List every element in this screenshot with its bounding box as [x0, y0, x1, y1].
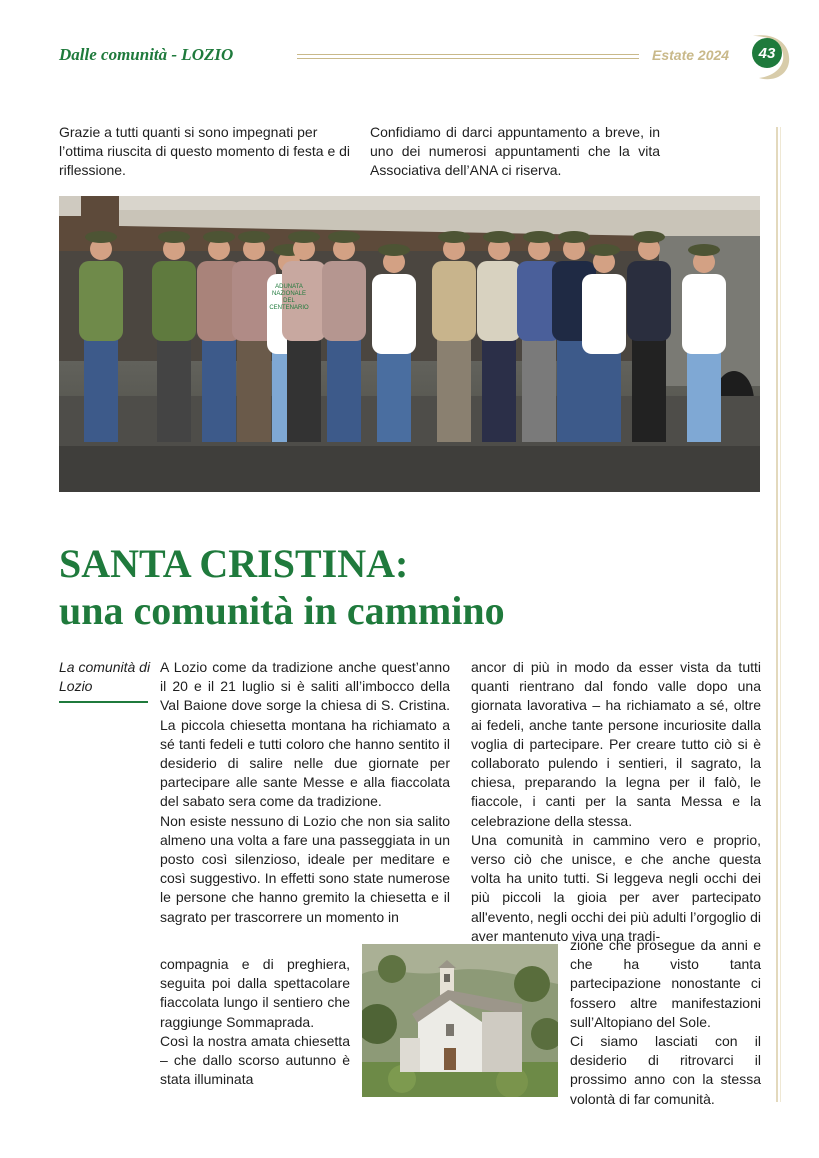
person-legs: [482, 337, 516, 442]
header-rule: [297, 54, 639, 55]
person-torso: [477, 261, 521, 341]
person-torso: [79, 261, 123, 341]
person-torso: [627, 261, 671, 341]
alpine-hat: [288, 231, 320, 243]
page-number-badge: 43: [752, 38, 782, 68]
margin-rule: [776, 127, 778, 1102]
alpine-hat: [523, 231, 555, 243]
alpine-hat: [688, 244, 720, 256]
alpine-hat: [158, 231, 190, 243]
group-photo-illustration: [59, 196, 760, 492]
article-paragraph: Così la nostra amata chiesetta – che dallo scorso autunno è stata illuminata: [160, 1032, 350, 1088]
person-torso: [682, 274, 726, 354]
tshirt-print: CENTENARIO: [269, 305, 309, 311]
tshirt-print: NAZIONALE: [271, 291, 307, 297]
intro-text-right: Confidiamo di darci appuntamento a breve, in uno dei numerosi appuntamenti che la vita Associativa dell’ANA ci riserva.: [370, 124, 660, 179]
alpine-hat: [238, 231, 270, 243]
person-legs: [587, 350, 621, 442]
alpine-hat: [203, 231, 235, 243]
alpine-hat: [438, 231, 470, 243]
article-title-line1: SANTA CRISTINA:: [59, 541, 409, 586]
tshirt-print: ADUNATA: [275, 284, 303, 290]
person-torso: [322, 261, 366, 341]
alpine-hat: [558, 231, 590, 243]
header-rule: [297, 58, 639, 59]
person-legs: [632, 337, 666, 442]
person-torso: [152, 261, 196, 341]
article-title: [59, 540, 505, 634]
article-paragraph: zione che prosegue da anni e che ha visto tanta partecipazione nonostante ci fossero altre manifestazioni sull’Altopiano del Sole.: [570, 937, 761, 1030]
person-torso: [372, 274, 416, 354]
tshirt-print: DEL: [283, 298, 295, 304]
person-legs: [84, 337, 118, 442]
person-legs: [202, 337, 236, 442]
person-torso: [432, 261, 476, 341]
alpine-hat: [378, 244, 410, 256]
person-legs: [377, 350, 411, 442]
article-paragraph: Ci siamo lasciati con il desiderio di ritrovarci il prossimo anno con la stessa volontà di far comunità.: [570, 1033, 761, 1107]
section-title: Dalle comunità - LOZIO: [59, 45, 234, 64]
alpine-hat: [588, 244, 620, 256]
alpine-hat: [633, 231, 665, 243]
alpine-hat: [85, 231, 117, 243]
article-paragraph: Non esiste nessuno di Lozio che non sia salito almeno una volta a fare una passeggiata in un posto così silenzioso, ideale per meditare e così suggestivo. In effetti sono state numerose le persone che hanno gremito la chiesetta e il sagrato per trascorrere un momento in: [160, 812, 450, 925]
intro-text-left: Grazie a tutti quanti si sono impegnati per l’ottima riuscita di questo momento di festa e di riflessione.: [59, 124, 351, 179]
person-legs: [557, 337, 591, 442]
person-legs: [287, 337, 321, 442]
article-col1-narrow: [160, 955, 350, 1089]
group-photo: [59, 196, 760, 492]
person-torso: [582, 274, 626, 354]
person-legs: [437, 337, 471, 442]
issue-label: Estate 2024: [652, 47, 730, 63]
person-legs: [522, 337, 556, 442]
chapel-photo: [362, 944, 558, 1097]
article-col2-narrow: [570, 936, 761, 1109]
article-col1-text: [160, 658, 450, 927]
article-col2-text: [471, 658, 761, 946]
margin-rule: [780, 127, 781, 1102]
person-legs: [687, 350, 721, 442]
alpine-hat: [483, 231, 515, 243]
byline-rule: [59, 701, 148, 703]
article-paragraph: A Lozio come da tradizione anche quest’anno il 20 e il 21 luglio si è saliti all’imbocco della Val Baione dove sorge la chiesa di S. Cristina. La piccola chiesetta montana ha richiamato a sé tanti fedeli e tutti coloro che hanno sentito il desiderio di salire nelle due giornate per partecipare alle sante Messe e alla fiaccolata del sabato sera come da tradizione.: [160, 659, 450, 810]
article-title-line2: una comunità in cammino: [59, 588, 505, 633]
chapel-illustration: [362, 944, 558, 1097]
person-legs: [327, 337, 361, 442]
person-legs: [237, 337, 271, 442]
article-byline: La comunità di Lozio: [59, 659, 151, 694]
article-paragraph: ancor di più in modo da esser vista da tutti quanti rientrano dal fondo valle dopo una giornata lavorativa – ha richiamato a sé, oltre ai fedeli, anche tante persone incuriosite dalla voglia di partecipare. Per creare tutto ciò si è collaborato pulendo i sentieri, il sagrato, la chiesa, preparando la legna per il falò, le fiaccole, i canti per la santa Messa e la celebrazione della stessa.: [471, 659, 761, 829]
person-legs: [157, 337, 191, 442]
article-paragraph: Una comunità in cammino vero e proprio, verso ciò che unisce, e che anche questa volta ha unito tutti. Si leggeva negli occhi dei più piccoli la gioia per aver partecipato all'evento, negli occhi dei più adulti l’orgoglio di aver mantenuto viva una tradi-: [471, 831, 761, 944]
alpine-hat: [328, 231, 360, 243]
article-paragraph: compagnia e di preghiera, seguita poi dalla spettacolare fiaccolata lungo il sentiero che raggiunge Sommaprada.: [160, 956, 350, 1030]
